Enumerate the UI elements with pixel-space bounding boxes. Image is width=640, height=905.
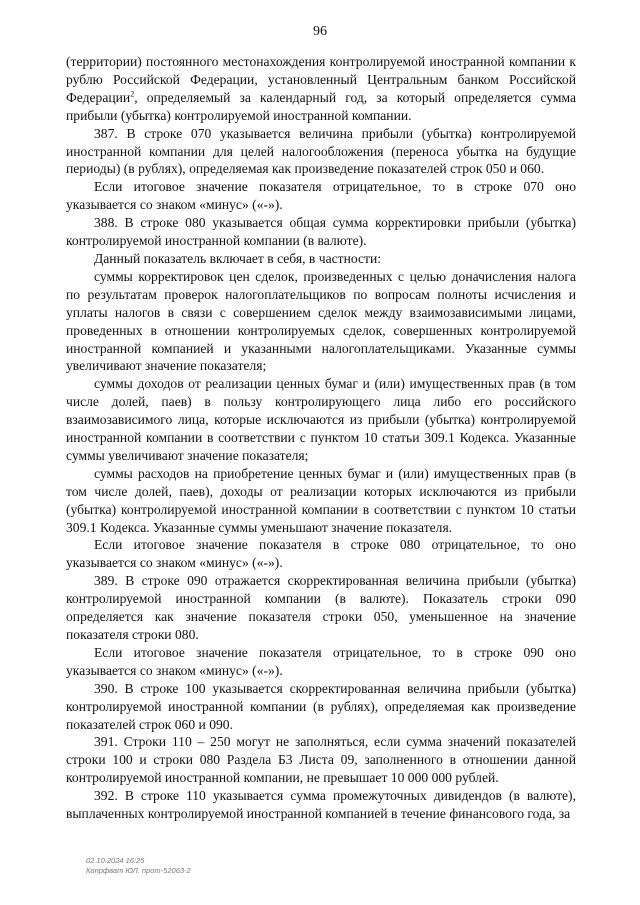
paragraph-391: 391. Строки 110 – 250 могут не заполняться, если сумма значений показателей строки 100 и строки 080 Раздела Б3 Листа 09, заполненного в отношении данной контролируемой иностранной компании, не превышает 10 000 000 рублей. (66, 734, 576, 786)
paragraph: Если итоговое значение показателя отрицательное, то в строке 090 оно указывается со знаком «минус» («-»). (66, 644, 576, 678)
paragraph: Если итоговое значение показателя отрицательное, то в строке 070 оно указывается со знаком «минус» («-»). (66, 179, 576, 213)
paragraph-392: 392. В строке 110 указывается сумма промежуточных дивидендов (в валюте), выплаченных контролируемой иностранной компанией в течение финансового года, за (66, 788, 576, 822)
footnote-reference: 2 (130, 89, 135, 99)
paragraph-387: 387. В строке 070 указывается величина прибыли (убытка) контролируемой иностранной компании для целей налогообложения (переноса убытка на будущие периоды) (в рублях), определяемая как произведение показателей строк 050 и 060. (66, 125, 576, 177)
paragraph-text-tail: , определяемый за календарный год, за который определяется сумма прибыли (убытка) контролируемой иностранной компании. (66, 89, 576, 123)
paragraph: Данный показатель включает в себя, в частности: (94, 250, 382, 266)
list-item: суммы доходов от реализации ценных бумаг и (или) имущественных прав (в том числе долей, паев) в пользу контролирующего лица либо его российского взаимозависимого лица, которые исключаются из прибыли (убытка) контролируемой иностранной компании в соответствии с пунктом 10 статьи 309.1 Кодекса. Указанные суммы увеличивают значение показателя; (66, 376, 576, 463)
paragraph: Если итоговое значение показателя в строке 080 отрицательное, то оно указывается со знаком «минус» («-»). (66, 537, 576, 571)
list-item: суммы расходов на приобретение ценных бумаг и (или) имущественных прав (в том числе долей, паев), доходы от реализации которых исключаются из прибыли (убытка) контролируемой иностранной компании в соответствии с пунктом 10 статьи 309.1 Кодекса. Указанные суммы уменьшают значение показателя. (66, 465, 576, 535)
document-footer (86, 856, 191, 876)
paragraph-390: 390. В строке 100 указывается скорректированная величина прибыли (убытка) контролируемой иностранной компании (в рублях), определяемая как произведение показателей строк 060 и 090. (66, 680, 576, 732)
list-item: суммы корректировок цен сделок, произведенных с целью доначисления налога по результатам проверок налогоплательщиков по вопросам полноты исчисления и уплаты налогов в связи с совершением сделок между взаимозависимыми лицами, проведенных в отношении контролируемых сделок, совершенных контролируемой иностранной компанией и указанными налогоплательщиками. Указанные суммы увеличивают значение показателя; (66, 268, 576, 374)
footer-reference: Копрфват ЮЛ. прот-52063-2 (86, 866, 191, 875)
paragraph-389: 389. В строке 090 отражается скорректированная величина прибыли (убытка) контролируемой иностранной компании (в валюте). Показатель строки 090 определяется как значение показателя строки 050, уменьшенное на значение показателя строки 080. (66, 573, 576, 642)
paragraph-continuation (66, 53, 576, 125)
page-number: 96 (313, 24, 327, 39)
paragraph-text: (территории) постоянного местонахождения контролируемой иностранной компании к рублю Российской Федерации, установленный Центральным банком Российской Федерации (66, 54, 576, 105)
footer-timestamp: 02.10.2024 16:25 (86, 856, 145, 865)
document-body (66, 53, 576, 823)
paragraph-388: 388. В строке 080 указывается общая сумма корректировки прибыли (убытка) контролируемой иностранной компании (в валюте). (66, 215, 576, 249)
